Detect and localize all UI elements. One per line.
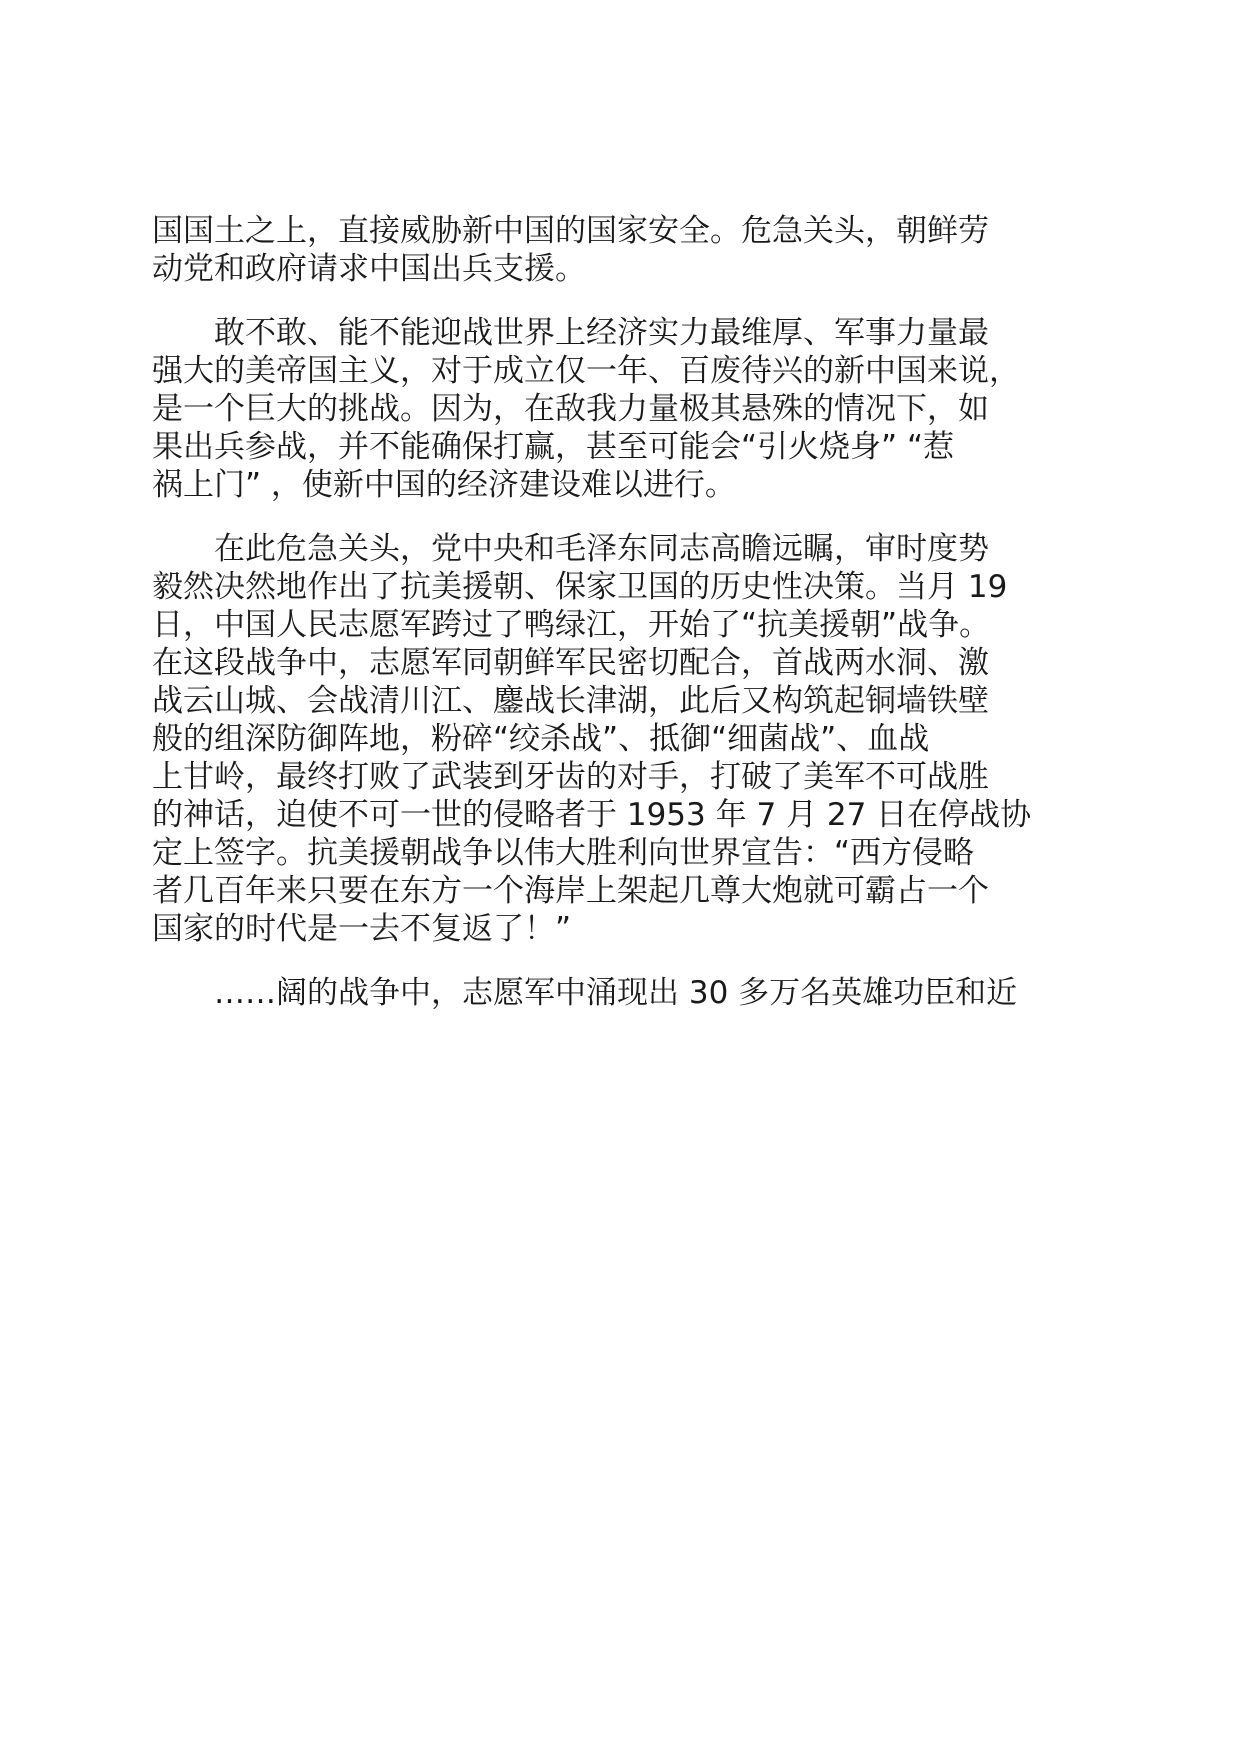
text-line: 强大的美帝国主义，对于成立仅一年、百废待兴的新中国来说，: [152, 353, 1020, 389]
text-line: 敢不敢、能不能迎战世界上经济实力最维厚、军事力量最: [152, 315, 989, 351]
document-body: [152, 212, 1082, 1012]
text-line: 果出兵参战，并不能确保打赢，甚至可能会“引火烧身” “惹: [152, 429, 955, 465]
text-line: 动党和政府请求中国出兵支援。: [152, 251, 586, 287]
text-line: 日，中国人民志愿军跨过了鸭绿江，开始了“抗美援朝”战争。: [152, 607, 991, 643]
text-line: 国家的时代是一去不复返了！”: [152, 911, 572, 947]
text-line: 的神话，迫使不可一世的侵略者于 1953 年 7 月 27 日在停战协: [152, 797, 1032, 833]
paragraph: [152, 974, 1082, 1012]
text-line: 定上签字。抗美援朝战争以伟大胜利向世界宣告：“西方侵略: [152, 835, 975, 871]
paragraph: [152, 314, 1082, 504]
text-line: 在这段战争中，志愿军同朝鲜军民密切配合，首战两水洞、激: [152, 645, 989, 681]
text-line: 毅然决然地作出了抗美援朝、保家卫国的历史性决策。当月 19: [152, 569, 1008, 605]
paragraph: [152, 530, 1082, 948]
text-line: 祸上门” ，使新中国的经济建设难以进行。: [152, 467, 736, 503]
text-line: 者几百年来只要在东方一个海岸上架起几尊大炮就可霸占一个: [152, 873, 989, 909]
text-line: ……阔的战争中，志愿军中涌现出 30 多万名英雄功臣和近: [152, 975, 1018, 1011]
text-line: 上甘岭，最终打败了武装到牙齿的对手，打破了美军不可战胜: [152, 759, 989, 795]
text-line: 国国土之上，直接威胁新中国的国家安全。危急关头，朝鲜劳: [152, 213, 989, 249]
text-line: 般的组深防御阵地，粉碎“绞杀战”、抵御“细菌战”、血战: [152, 721, 930, 757]
text-line: 是一个巨大的挑战。因为，在敌我力量极其悬殊的情况下，如: [152, 391, 989, 427]
text-line: 在此危急关头，党中央和毛泽东同志高瞻远瞩，审时度势: [152, 531, 989, 567]
text-line: 战云山城、会战清川江、鏖战长津湖，此后又构筑起铜墙铁壁: [152, 683, 989, 719]
paragraph: [152, 212, 1082, 288]
